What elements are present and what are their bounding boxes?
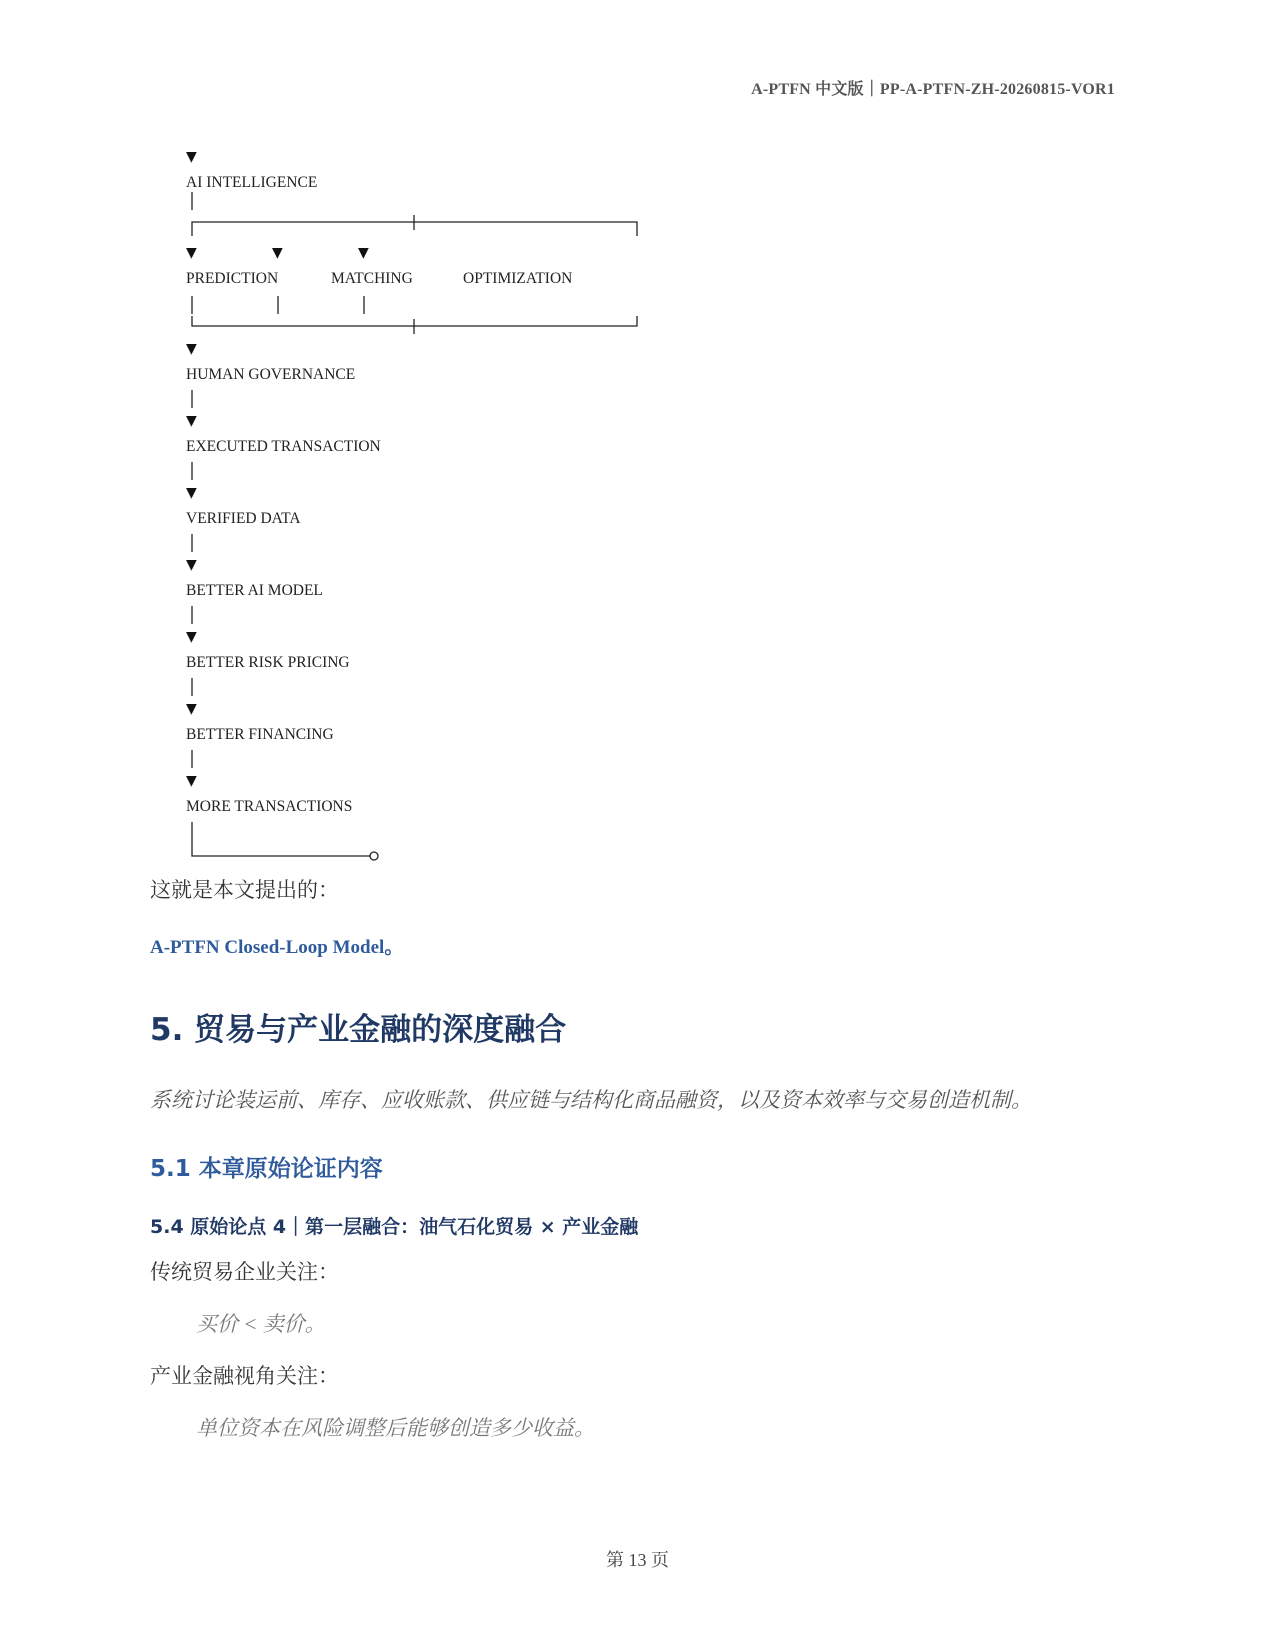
arrow-down-icon: ▼ [186, 773, 197, 789]
node-matching: MATCHING [331, 270, 413, 287]
node-prediction: PREDICTION [186, 270, 279, 287]
traditional-trade-label: 传统贸易企业关注： [150, 1260, 339, 1284]
arrow-down-icon: ▼ [186, 485, 197, 501]
point-heading: 5.4 原始论点 4｜第一层融合：油气石化贸易 × 产业金融 [150, 1216, 639, 1238]
node-ai-intelligence: AI INTELLIGENCE [186, 174, 318, 191]
arrow-down-icon: ▼ [186, 341, 197, 357]
section-heading: 5. 贸易与产业金融的深度融合 [150, 1012, 567, 1048]
subsection-heading: 5.1 本章原始论证内容 [150, 1156, 383, 1182]
node-better-ai-model: BETTER AI MODEL [186, 582, 323, 599]
diagram-connector-lines [186, 146, 646, 866]
intro-paragraph: 这就是本文提出的： [150, 878, 339, 902]
arrow-down-icon: ▼ [272, 245, 283, 261]
arrow-down-icon: ▼ [186, 413, 197, 429]
arrow-down-icon: ▼ [358, 245, 369, 261]
node-human-governance: HUMAN GOVERNANCE [186, 366, 356, 383]
arrow-down-icon: ▼ [186, 629, 197, 645]
arrow-down-icon: ▼ [186, 245, 197, 261]
arrow-down-icon: ▼ [186, 701, 197, 717]
node-verified-data: VERIFIED DATA [186, 510, 301, 527]
page-number: 第 13 页 [606, 1550, 669, 1570]
node-more-transactions: MORE TRANSACTIONS [186, 798, 353, 815]
node-executed-transaction: EXECUTED TRANSACTION [186, 438, 381, 455]
arrow-down-icon: ▼ [186, 557, 197, 573]
document-header: A-PTFN 中文版｜PP-A-PTFN-ZH-20260815-VOR1 [751, 81, 1115, 98]
industrial-finance-label: 产业金融视角关注： [150, 1364, 339, 1388]
node-better-financing: BETTER FINANCING [186, 726, 334, 743]
traditional-trade-quote: 买价 < 卖价。 [196, 1312, 326, 1336]
section-lead-text: 系统讨论装运前、库存、应收账款、供应链与结构化商品融资，以及资本效率与交易创造机制。 [150, 1088, 1032, 1112]
loop-return-line [192, 822, 370, 856]
loop-return-marker [370, 852, 378, 860]
closed-loop-diagram [186, 146, 646, 866]
node-better-risk-pricing: BETTER RISK PRICING [186, 654, 350, 671]
arrow-down-icon: ▼ [186, 149, 197, 165]
model-name-text: A-PTFN Closed-Loop Model。 [150, 937, 404, 958]
node-optimization: OPTIMIZATION [463, 270, 573, 287]
industrial-finance-quote: 单位资本在风险调整后能够创造多少收益。 [196, 1416, 595, 1440]
